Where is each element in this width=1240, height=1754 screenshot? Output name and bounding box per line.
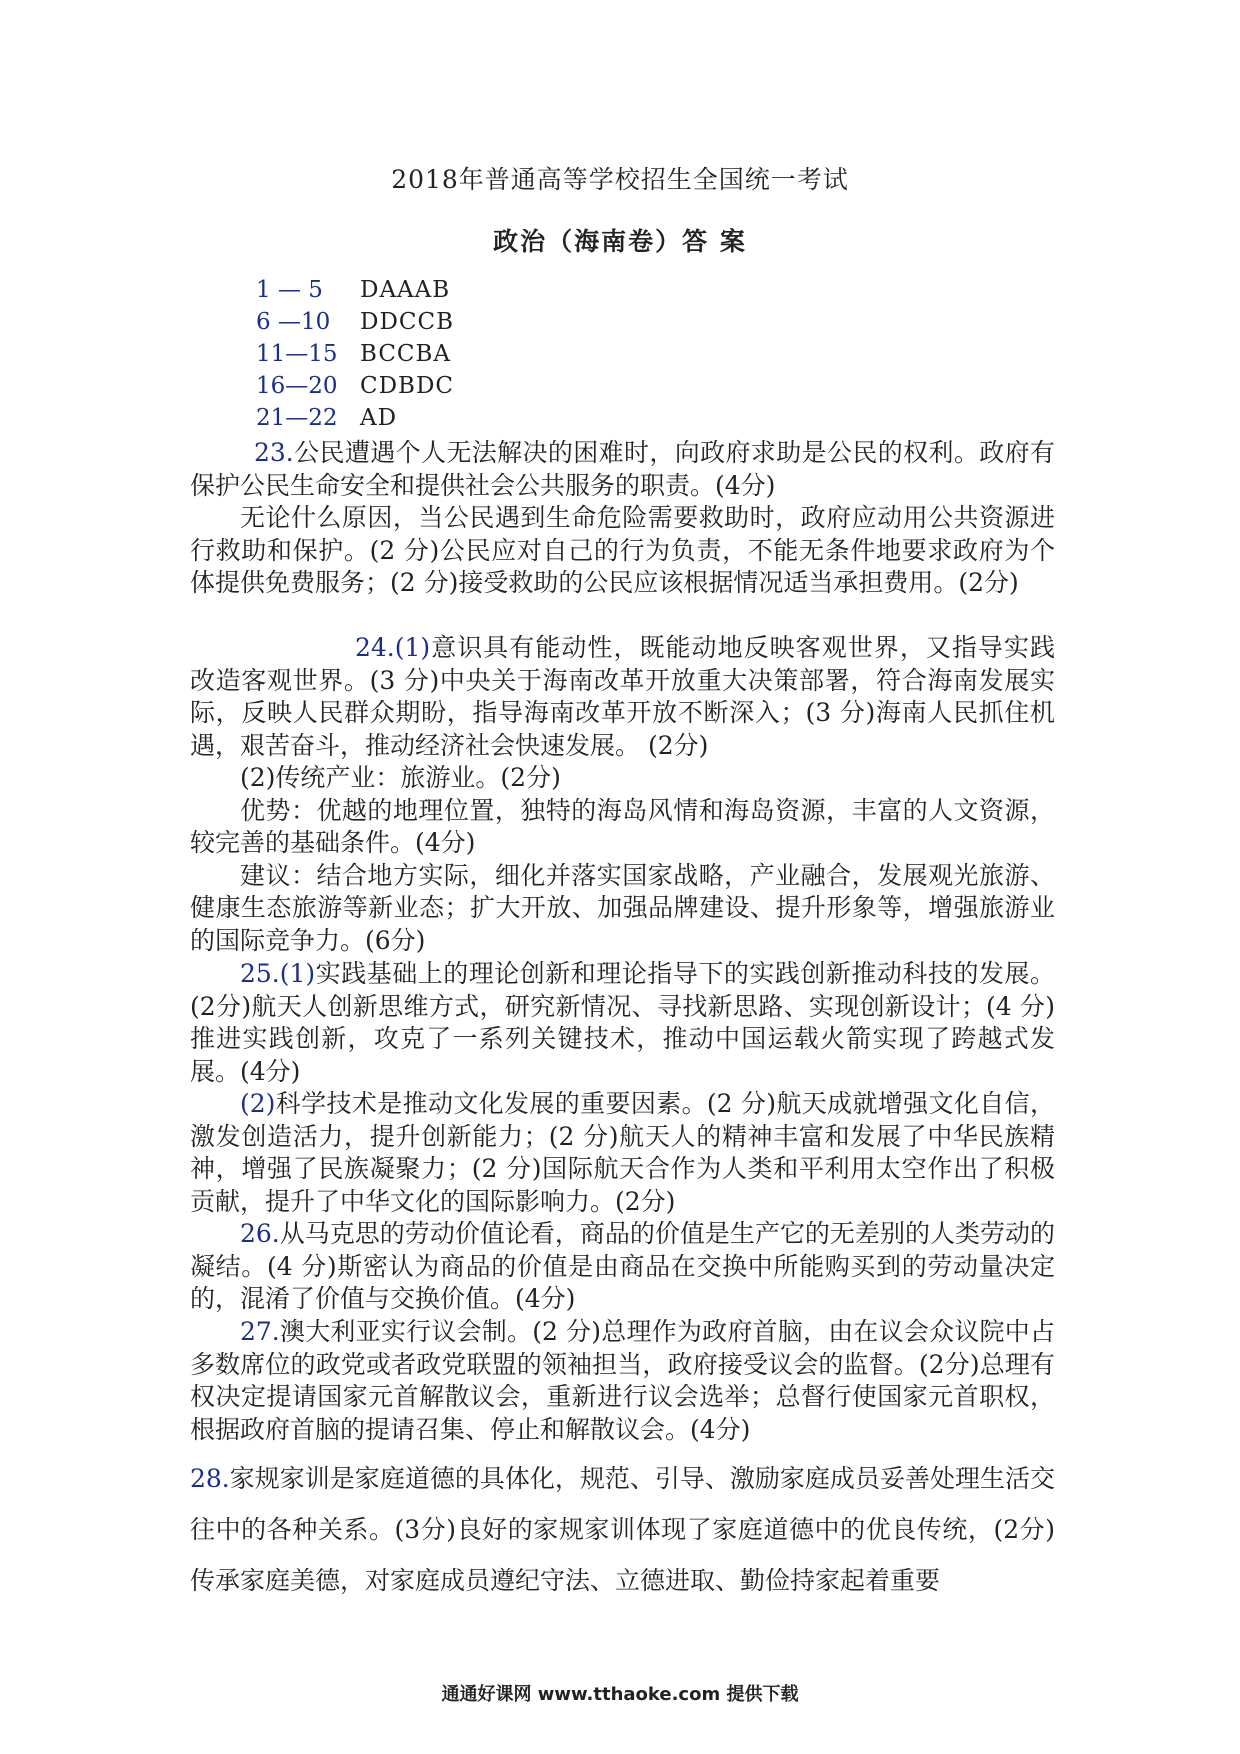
question-number: 28. [190, 1464, 230, 1493]
answer-paragraph: 无论什么原因，当公民遇到生命危险需要救助时，政府应动用公共资源进行救助和保护。(2 分)公民应对自己的行为负责，不能无条件地要求政府为个体提供免费服务；(2 分)接受救助的公民应该根据情况适当承担费用。(2分) [190, 503, 1055, 597]
multiple-choice-answers [256, 274, 454, 434]
answer-paragraph: 建议：结合地方实际，细化并落实国家战略，产业融合，发展观光旅游、健康生态旅游等新业态；扩大开放、加强品牌建设、提升形象等，增强旅游业的国际竞争力。(6分) [190, 860, 1055, 955]
answer-row [256, 306, 454, 338]
sub-question-number: (2) [240, 1089, 276, 1118]
question-range: 6 —10 [256, 309, 331, 335]
answer-paragraph [190, 958, 1055, 1088]
question-range: 1 — 5 [256, 277, 323, 303]
question-27 [190, 1316, 1055, 1446]
answer-paragraph [190, 1088, 1055, 1218]
question-range: 11—15 [256, 341, 338, 367]
question-number: 24.(1) [355, 633, 431, 662]
answer-text: 意识具有能动性，既能动地反映客观世界，又指导实践改造客观世界。(3 分)中央关于海南改革开放重大决策部署，符合海南发展实际，反映人民群众期盼，指导海南改革开放不断深入；(3 分)海南人民抓住机遇，艰苦奋斗，推动经济社会快速发展。 (2分) [190, 633, 1055, 760]
answer-paragraph [190, 1316, 1055, 1446]
document-title: 2018年普通高等学校招生全国统一考试 [391, 165, 849, 194]
question-24 [190, 632, 1055, 957]
answer-letters: DDCCB [360, 309, 454, 335]
answer-text: 公民遭遇个人无法解决的困难时，向政府求助是公民的权利。政府有保护公民生命安全和提供社会公共服务的职责。(4分) [190, 438, 1055, 500]
answer-text: 科学技术是推动文化发展的重要因素。(2 分)航天成就增强文化自信，激发创造活力，提升创新能力；(2 分)航天人的精神丰富和发展了中华民族精神，增强了民族凝聚力；(2 分)国际航天合作为人类和平利用太空作出了积极贡献，提升了中华文化的国际影响力。(2分) [190, 1089, 1055, 1216]
answer-letters: DAAAB [360, 277, 451, 303]
answer-paragraph [190, 632, 1055, 762]
answer-row [256, 370, 454, 402]
question-25 [190, 958, 1055, 1218]
question-28 [190, 1453, 1055, 1606]
question-number: 25.(1) [240, 959, 316, 988]
question-range: 21—22 [256, 405, 338, 431]
download-footer: 通通好课网 www.tthaoke.com 提供下载 [441, 1684, 799, 1705]
question-number: 26. [240, 1219, 280, 1248]
question-23 [190, 437, 1055, 600]
question-number: 23. [254, 438, 294, 467]
answer-paragraph: 优势：优越的地理位置，独特的海岛风情和海岛资源，丰富的人文资源，较完善的基础条件。(4分) [190, 795, 1055, 857]
answer-paragraph [190, 1218, 1055, 1316]
answer-row [256, 338, 454, 370]
answer-row [256, 402, 454, 434]
answer-letters: CDBDC [360, 373, 454, 399]
question-number: 27. [240, 1317, 280, 1346]
answer-paragraph [190, 1453, 1055, 1606]
answer-letters: BCCBA [360, 341, 452, 367]
answer-text: 从马克思的劳动价值论看，商品的价值是生产它的无差别的人类劳动的凝结。(4 分)斯密认为商品的价值是由商品在交换中所能购买到的劳动量决定的，混淆了价值与交换价值。(4分) [190, 1219, 1055, 1313]
document-subtitle: 政治（海南卷）答 案 [493, 227, 747, 256]
question-range: 16—20 [256, 373, 338, 399]
answer-row [256, 274, 454, 306]
answer-paragraph [190, 437, 1055, 502]
answer-paragraph: (2)传统产业：旅游业。(2分) [240, 763, 561, 792]
answer-text: 实践基础上的理论创新和理论指导下的实践创新推动科技的发展。(2分)航天人创新思维方式，研究新情况、寻找新思路、实现创新设计；(4 分)推进实践创新，攻克了一系列关键技术，推动中国运载火箭实现了跨越式发展。(4分) [190, 959, 1055, 1086]
answer-text: 家规家训是家庭道德的具体化，规范、引导、激励家庭成员妥善处理生活交往中的各种关系。(3分)良好的家规家训体现了家庭道德中的优良传统，(2分)传承家庭美德，对家庭成员遵纪守法、立德进取、勤俭持家起着重要 [190, 1464, 1055, 1595]
answer-text: 澳大利亚实行议会制。(2 分)总理作为政府首脑，由在议会众议院中占多数席位的政党或者政党联盟的领袖担当，政府接受议会的监督。(2分)总理有权决定提请国家元首解散议会，重新进行议会选举；总督行使国家元首职权，根据政府首脑的提请召集、停止和解散议会。(4分) [190, 1317, 1055, 1444]
answer-letters: AD [360, 405, 398, 431]
question-26 [190, 1218, 1055, 1316]
